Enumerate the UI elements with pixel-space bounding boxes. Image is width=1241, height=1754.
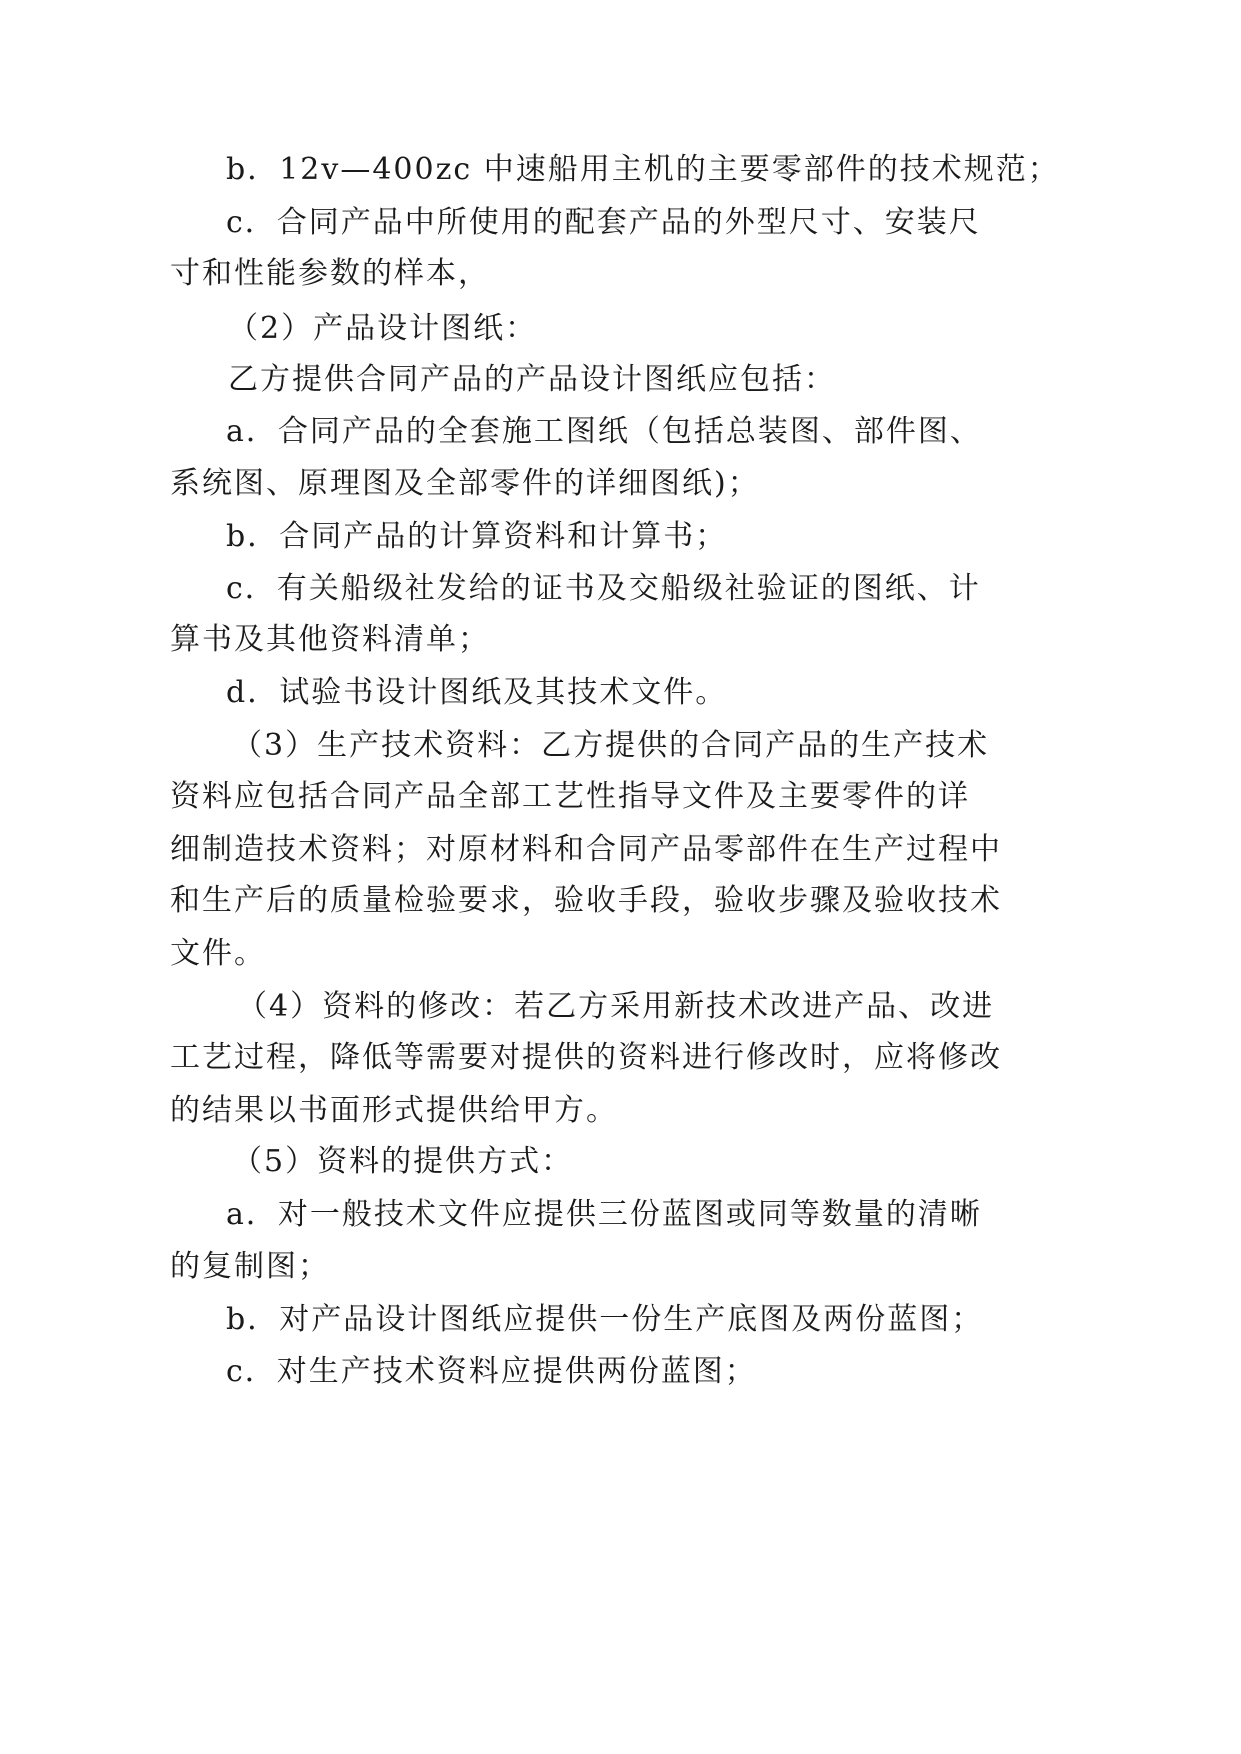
text-line: 文件。 [170,936,266,971]
text-line: 系统图、原理图及全部零件的详细图纸)； [170,466,760,501]
text-line: a．合同产品的全套施工图纸（包括总装图、部件图、 [226,414,982,449]
text-line: （4）资料的修改：若乙方采用新技术改进产品、改进 [237,989,995,1024]
text-line: b．对产品设计图纸应提供一份生产底图及两份蓝图； [226,1302,984,1337]
text-line: c．有关船级社发给的证书及交船级社验证的图纸、计 [226,571,981,606]
text-line: 的复制图； [170,1249,330,1284]
text-line: 的结果以书面形式提供给甲方。 [170,1093,618,1128]
text-line: 和生产后的质量检验要求，验收手段，验收步骤及验收技术 [170,883,1002,918]
text-line: b．合同产品的计算资料和计算书； [226,519,728,554]
text-line: （2）产品设计图纸： [228,311,538,346]
text-line: c．对生产技术资料应提供两份蓝图； [226,1354,757,1389]
text-line: d．试验书设计图纸及其技术文件。 [226,675,728,710]
text-line: 资料应包括合同产品全部工艺性指导文件及主要零件的详 [170,779,970,814]
text-line: （3）生产技术资料：乙方提供的合同产品的生产技术 [232,728,990,763]
text-line: c．合同产品中所使用的配套产品的外型尺寸、安装尺 [226,205,981,240]
text-line: 乙方提供合同产品的产品设计图纸应包括： [228,362,836,397]
text-line: 寸和性能参数的样本， [170,256,490,291]
text-line: b．12v—400zc 中速船用主机的主要零部件的技术规范； [226,152,1060,187]
text-line: 工艺过程，降低等需要对提供的资料进行修改时，应将修改 [170,1040,1002,1075]
text-line: a．对一般技术文件应提供三份蓝图或同等数量的清晰 [226,1197,982,1232]
text-line: 细制造技术资料；对原材料和合同产品零部件在生产过程中 [170,832,1002,867]
text-line: （5）资料的提供方式： [232,1144,574,1179]
text-line: 算书及其他资料清单； [170,622,490,657]
